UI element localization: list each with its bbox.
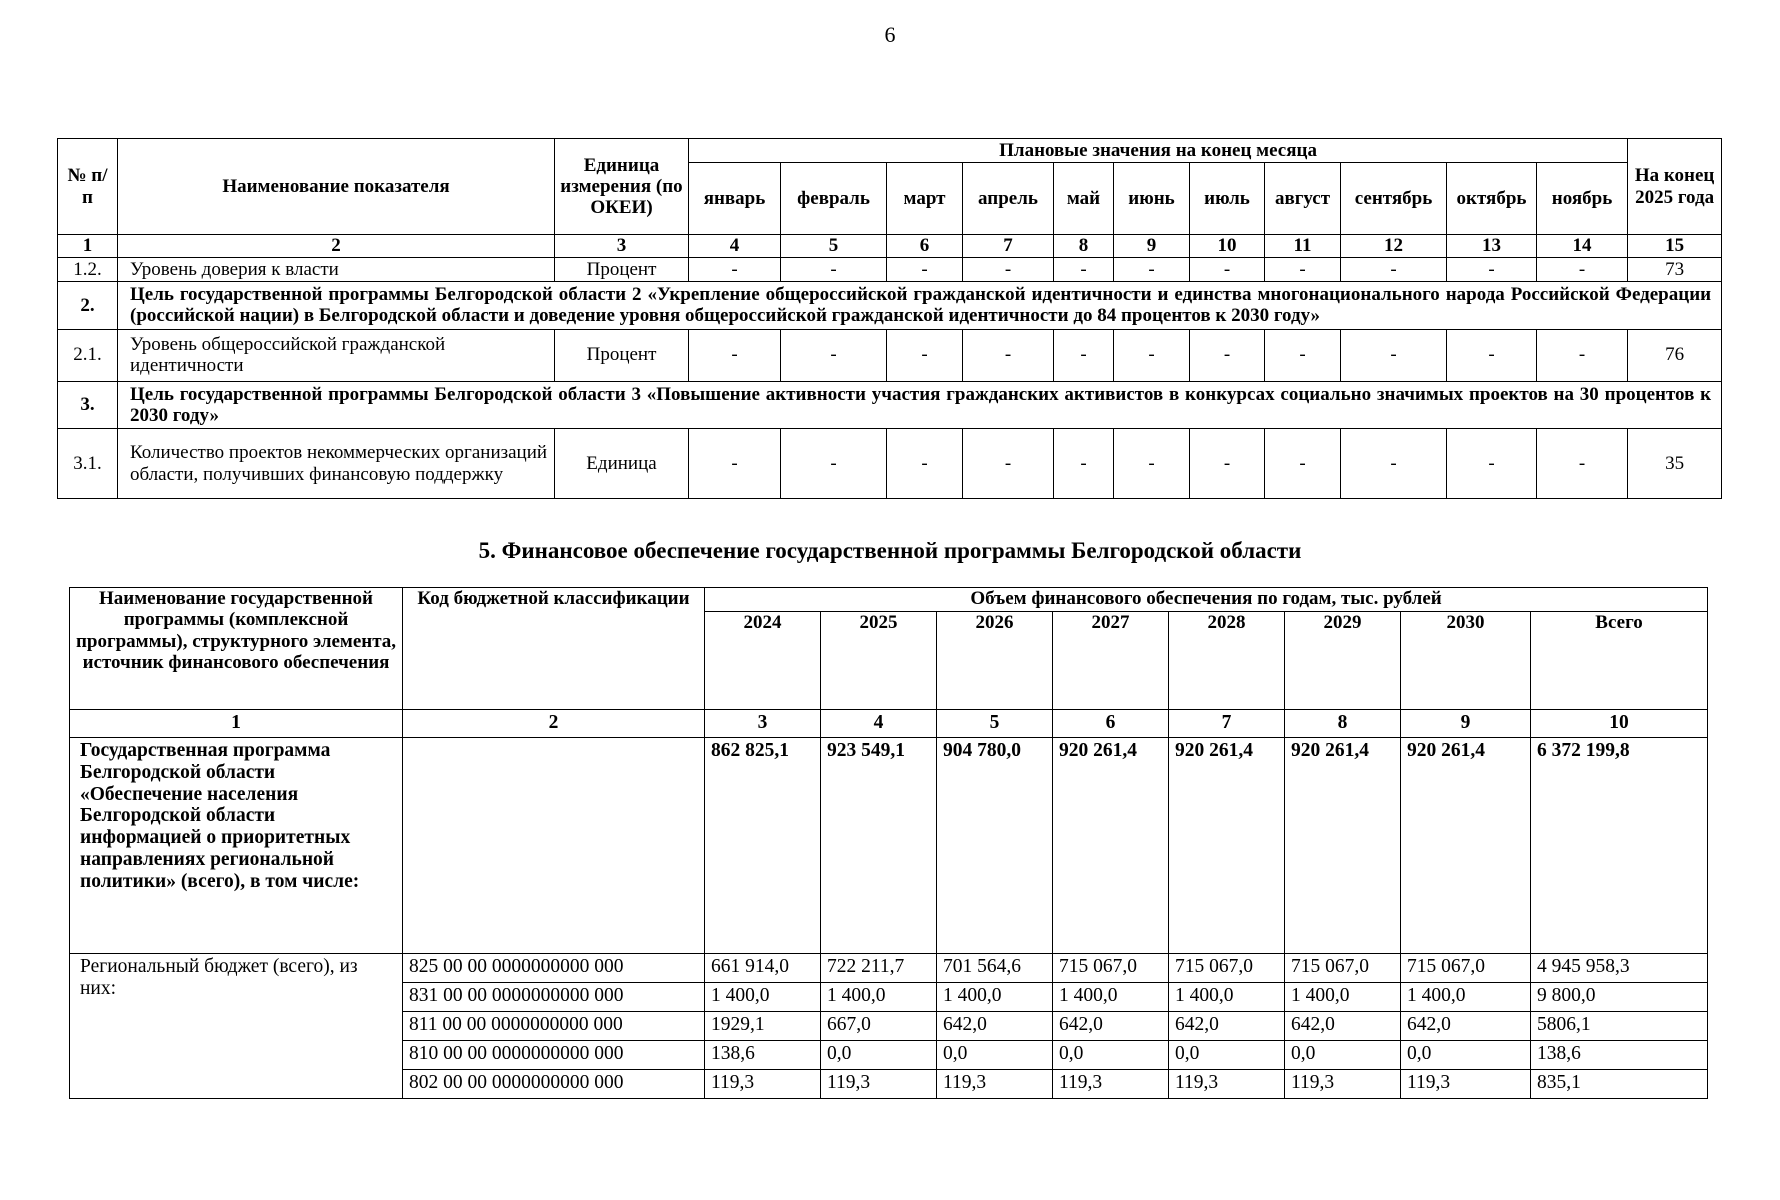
month-value: - (1054, 429, 1114, 499)
header-num: № п/п (58, 139, 118, 235)
column-number: 2 (118, 235, 555, 258)
indicator-index: 3.1. (58, 429, 118, 499)
header-month: июль (1190, 163, 1265, 235)
indicator-name: Уровень доверия к власти (118, 258, 555, 282)
column-number: 4 (821, 710, 937, 738)
end-of-year-value: 73 (1628, 258, 1722, 282)
column-number: 1 (70, 710, 403, 738)
budget-value: 119,3 (1169, 1070, 1285, 1099)
budget-value: 0,0 (821, 1041, 937, 1070)
page-number: 6 (884, 22, 896, 47)
budget-code: 831 00 00 0000000000 000 (403, 983, 705, 1012)
column-number: 3 (555, 235, 689, 258)
budget-value: 661 914,0 (705, 954, 821, 983)
month-value: - (1265, 258, 1341, 282)
budget-value: 715 067,0 (1169, 954, 1285, 983)
budget-value: 715 067,0 (1401, 954, 1531, 983)
goal-text: Цель государственной программы Белгородской области 2 «Укрепление общероссийской гражданской идентичности и единства многонационального народа Российской Федерации (российской нации) в Белгородской области и доведение уровня общероссийской гражданской идентичности до 84 процентов к 2030 году» (118, 282, 1722, 330)
budget-value: 1 400,0 (1053, 983, 1169, 1012)
program-total-row (70, 738, 1708, 954)
budget-code: 802 00 00 0000000000 000 (403, 1070, 705, 1099)
column-number: 6 (887, 235, 963, 258)
column-number: 8 (1054, 235, 1114, 258)
indicator-name: Уровень общероссийской гражданской идентичности (118, 329, 555, 381)
budget-value: 119,3 (1401, 1070, 1531, 1099)
regional-budget-name: Региональный бюджет (всего), из них: (70, 954, 403, 1099)
header-month: ноябрь (1537, 163, 1628, 235)
budget-value: 701 564,6 (937, 954, 1053, 983)
budget-value: 5806,1 (1531, 1012, 1708, 1041)
budget-value: 715 067,0 (1285, 954, 1401, 983)
month-value: - (1265, 429, 1341, 499)
column-number: 10 (1190, 235, 1265, 258)
column-number: 10 (1531, 710, 1708, 738)
month-value: - (1265, 329, 1341, 381)
column-number: 12 (1341, 235, 1447, 258)
budget-value: 1 400,0 (821, 983, 937, 1012)
month-value: - (1054, 258, 1114, 282)
budget-value: 667,0 (821, 1012, 937, 1041)
budget-value: 138,6 (705, 1041, 821, 1070)
goal-row (58, 381, 1722, 429)
column-number: 14 (1537, 235, 1628, 258)
budget-value: 642,0 (1285, 1012, 1401, 1041)
program-value: 6 372 199,8 (1531, 738, 1708, 954)
month-value: - (781, 429, 887, 499)
indicator-index: 2.1. (58, 329, 118, 381)
column-number: 4 (689, 235, 781, 258)
budget-code: 810 00 00 0000000000 000 (403, 1041, 705, 1070)
goal-index: 2. (58, 282, 118, 330)
header-planned-values: Плановые значения на конец месяца (689, 139, 1628, 163)
month-value: - (1114, 329, 1190, 381)
header-year: Всего (1531, 612, 1708, 710)
header-month: январь (689, 163, 781, 235)
indicator-row (58, 429, 1722, 499)
header-month: сентябрь (1341, 163, 1447, 235)
budget-value: 138,6 (1531, 1041, 1708, 1070)
indicators-table (57, 138, 1722, 499)
month-value: - (1190, 329, 1265, 381)
month-value: - (1054, 329, 1114, 381)
header-unit: Единица измерения (по ОКЕИ) (555, 139, 689, 235)
month-value: - (1447, 258, 1537, 282)
budget-value: 835,1 (1531, 1070, 1708, 1099)
column-number: 3 (705, 710, 821, 738)
column-numbers-row (58, 235, 1722, 258)
budget-value: 642,0 (937, 1012, 1053, 1041)
month-value: - (781, 329, 887, 381)
budget-value: 9 800,0 (1531, 983, 1708, 1012)
header-indicator-name: Наименование показателя (118, 139, 555, 235)
column-number: 11 (1265, 235, 1341, 258)
month-value: - (1341, 329, 1447, 381)
month-value: - (689, 429, 781, 499)
program-value: 920 261,4 (1285, 738, 1401, 954)
header-year: 2024 (705, 612, 821, 710)
month-value: - (887, 329, 963, 381)
month-value: - (887, 258, 963, 282)
header-month: февраль (781, 163, 887, 235)
program-value: 904 780,0 (937, 738, 1053, 954)
month-value: - (1447, 429, 1537, 499)
month-value: - (1341, 429, 1447, 499)
month-value: - (963, 258, 1054, 282)
month-value: - (689, 329, 781, 381)
goal-text: Цель государственной программы Белгородской области 3 «Повышение активности участия гражданских активистов в конкурсах социально значимых проектов на 30 процентов к 2030 году» (118, 381, 1722, 429)
budget-value: 1 400,0 (1169, 983, 1285, 1012)
indicator-unit: Единица (555, 429, 689, 499)
budget-value: 1 400,0 (705, 983, 821, 1012)
financing-table (69, 587, 1708, 1099)
program-value: 920 261,4 (1401, 738, 1531, 954)
column-number: 5 (781, 235, 887, 258)
budget-value: 119,3 (1285, 1070, 1401, 1099)
end-of-year-value: 76 (1628, 329, 1722, 381)
header-year: 2026 (937, 612, 1053, 710)
column-number: 2 (403, 710, 705, 738)
header-funding-volume: Объем финансового обеспечения по годам, тыс. рублей (705, 588, 1708, 612)
budget-value: 119,3 (821, 1070, 937, 1099)
column-number: 7 (1169, 710, 1285, 738)
header-budget-code: Код бюджетной классификации (403, 588, 705, 710)
goal-row (58, 282, 1722, 330)
header-month: июнь (1114, 163, 1190, 235)
header-month: август (1265, 163, 1341, 235)
column-number: 9 (1401, 710, 1531, 738)
month-value: - (887, 429, 963, 499)
program-value: 862 825,1 (705, 738, 821, 954)
program-name: Государственная программа Белгородской области «Обеспечение населения Белгородской области информацией о приоритетных направлениях региональной политики» (всего), в том числе: (70, 738, 403, 954)
column-number: 5 (937, 710, 1053, 738)
budget-value: 0,0 (1285, 1041, 1401, 1070)
indicator-name: Количество проектов некоммерческих организаций области, получивших финансовую поддержку (118, 429, 555, 499)
header-end-of-year: На конец 2025 года (1628, 139, 1722, 235)
column-number: 9 (1114, 235, 1190, 258)
budget-value: 119,3 (705, 1070, 821, 1099)
header-month: апрель (963, 163, 1054, 235)
indicator-unit: Процент (555, 329, 689, 381)
month-value: - (1114, 258, 1190, 282)
month-value: - (963, 329, 1054, 381)
budget-code: 825 00 00 0000000000 000 (403, 954, 705, 983)
month-value: - (1190, 429, 1265, 499)
budget-value: 1 400,0 (1285, 983, 1401, 1012)
program-value: 920 261,4 (1053, 738, 1169, 954)
indicator-unit: Процент (555, 258, 689, 282)
column-number: 15 (1628, 235, 1722, 258)
budget-value: 1 400,0 (1401, 983, 1531, 1012)
budget-value: 642,0 (1053, 1012, 1169, 1041)
header-year: 2025 (821, 612, 937, 710)
indicator-index: 1.2. (58, 258, 118, 282)
indicator-row (58, 329, 1722, 381)
budget-value: 119,3 (937, 1070, 1053, 1099)
month-value: - (1114, 429, 1190, 499)
budget-value: 119,3 (1053, 1070, 1169, 1099)
column-number: 8 (1285, 710, 1401, 738)
budget-value: 1929,1 (705, 1012, 821, 1041)
budget-value: 1 400,0 (937, 983, 1053, 1012)
column-number: 13 (1447, 235, 1537, 258)
month-value: - (1537, 329, 1628, 381)
end-of-year-value: 35 (1628, 429, 1722, 499)
column-numbers-row (70, 710, 1708, 738)
budget-value: 722 211,7 (821, 954, 937, 983)
header-year: 2027 (1053, 612, 1169, 710)
column-number: 7 (963, 235, 1054, 258)
budget-value: 0,0 (1401, 1041, 1531, 1070)
header-year: 2030 (1401, 612, 1531, 710)
month-value: - (1190, 258, 1265, 282)
indicator-row (58, 258, 1722, 282)
column-number: 6 (1053, 710, 1169, 738)
month-value: - (963, 429, 1054, 499)
column-number: 1 (58, 235, 118, 258)
header-month: май (1054, 163, 1114, 235)
header-program-name: Наименование государственной программы (комплексной программы), структурного элемента, источник финансового обеспечения (70, 588, 403, 710)
header-year: 2029 (1285, 612, 1401, 710)
month-value: - (1537, 258, 1628, 282)
month-value: - (689, 258, 781, 282)
section-title: 5. Финансовое обеспечение государственной программы Белгородской области (478, 538, 1302, 563)
budget-value: 642,0 (1169, 1012, 1285, 1041)
budget-value: 4 945 958,3 (1531, 954, 1708, 983)
month-value: - (1537, 429, 1628, 499)
budget-value: 642,0 (1401, 1012, 1531, 1041)
budget-value: 0,0 (1053, 1041, 1169, 1070)
goal-index: 3. (58, 381, 118, 429)
month-value: - (1341, 258, 1447, 282)
program-code (403, 738, 705, 954)
header-month: октябрь (1447, 163, 1537, 235)
month-value: - (781, 258, 887, 282)
program-value: 923 549,1 (821, 738, 937, 954)
budget-value: 0,0 (1169, 1041, 1285, 1070)
budget-value: 715 067,0 (1053, 954, 1169, 983)
budget-value: 0,0 (937, 1041, 1053, 1070)
program-value: 920 261,4 (1169, 738, 1285, 954)
header-year: 2028 (1169, 612, 1285, 710)
month-value: - (1447, 329, 1537, 381)
header-month: март (887, 163, 963, 235)
regional-budget-row (70, 954, 1708, 983)
budget-code: 811 00 00 0000000000 000 (403, 1012, 705, 1041)
